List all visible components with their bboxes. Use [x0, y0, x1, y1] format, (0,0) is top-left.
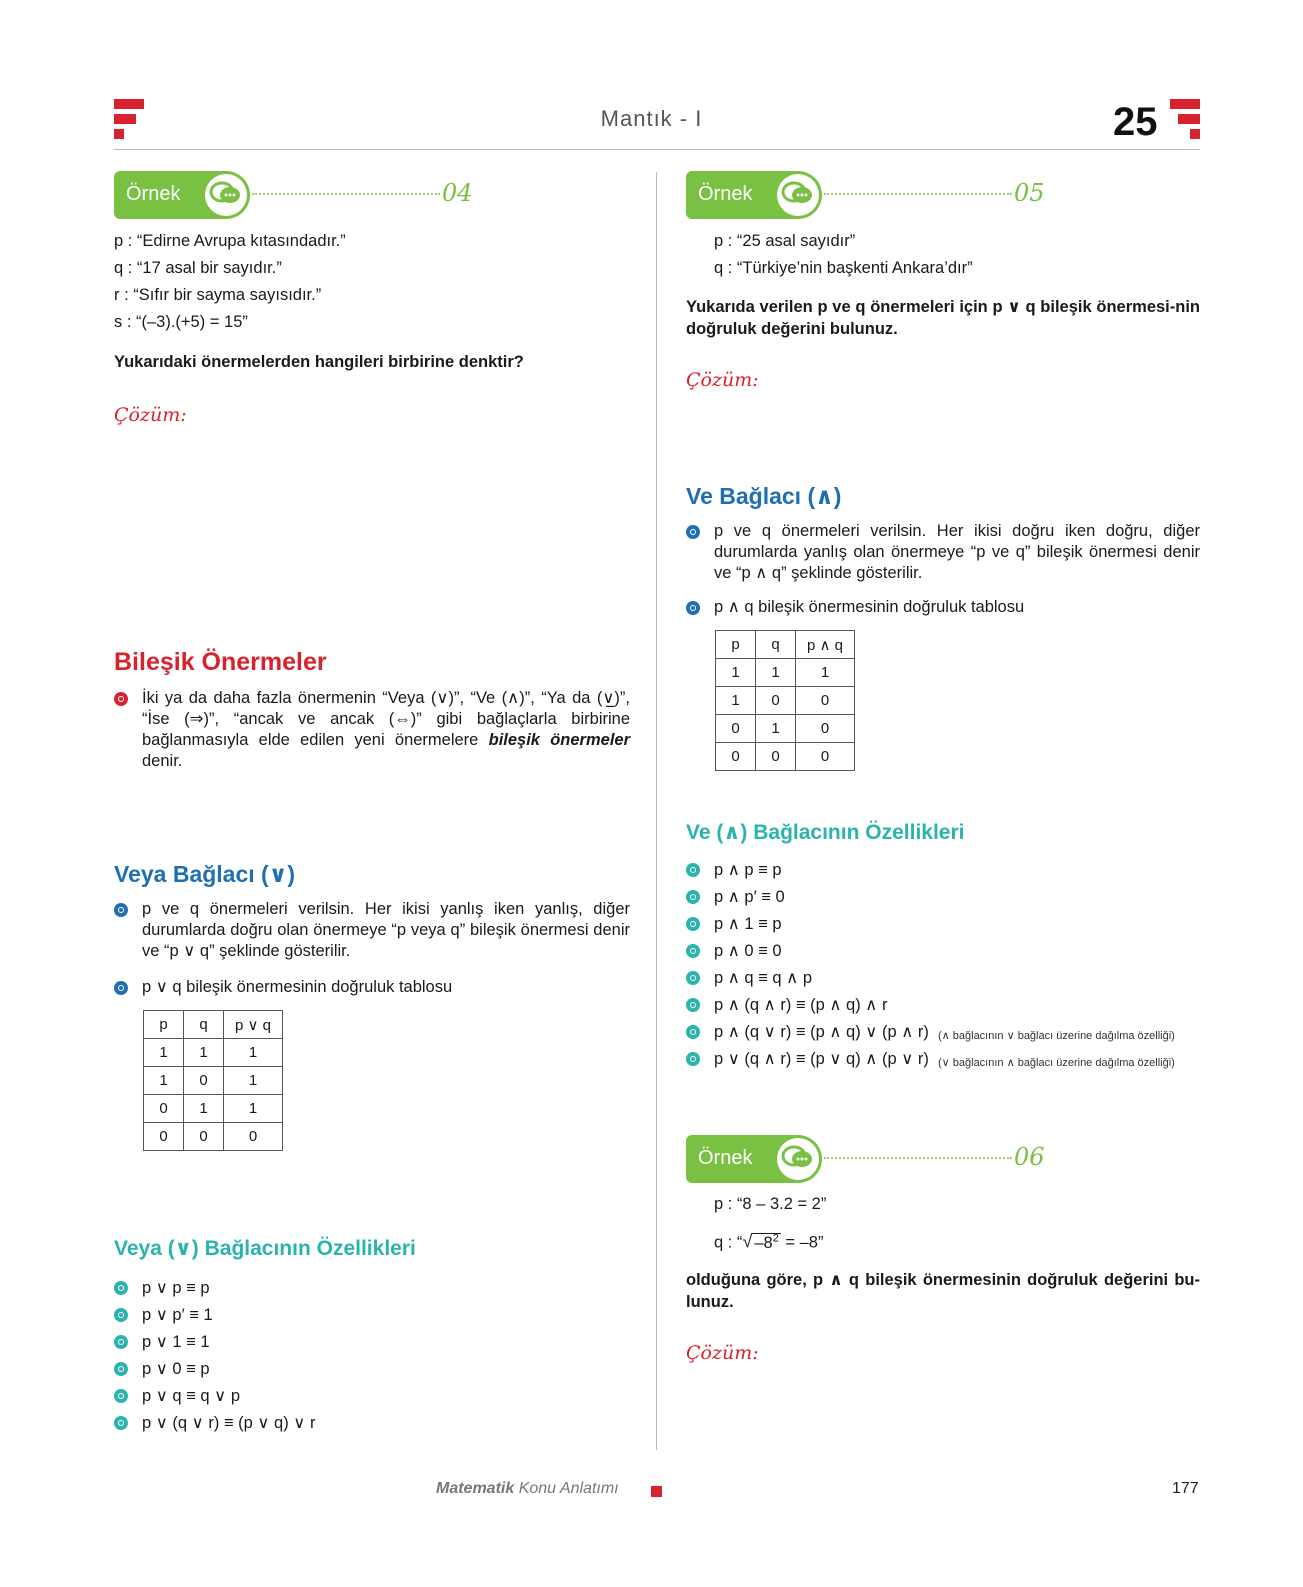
- table-row: [716, 715, 855, 743]
- compound-definition: İki ya da daha fazla önermenin “Veya (∨)”, “Ve (∧)”, “Ya da (∨̲)”, “İse (⇒)”, “ancak ve ancak (⇔)” gibi bağlaçlarla birbirine bağlanmasıyla elde edilen yeni önermelere bileşik önermeler denir.: [142, 689, 631, 770]
- table-header-row: [144, 1011, 283, 1039]
- table-cell: 0: [796, 743, 855, 771]
- table-cell: 1: [756, 659, 796, 687]
- and-property: p ∧ 1 ≡ p: [714, 915, 782, 933]
- table-cell: 0: [756, 687, 796, 715]
- bullet-icon: [686, 525, 700, 539]
- premise-list: [714, 228, 973, 282]
- page-number: 177: [1172, 1480, 1199, 1497]
- premise-q: q : “17 asal bir sayıdır.”: [114, 259, 282, 277]
- example-badge-05: [686, 171, 1046, 219]
- and-property: p ∧ (q ∧ r) ≡ (p ∧ q) ∧ r: [714, 996, 888, 1014]
- table-cell: 0: [716, 715, 756, 743]
- bullet-icon: [686, 890, 700, 904]
- bullet-icon: [686, 998, 700, 1012]
- and-truth-table: [715, 630, 855, 771]
- example-badge-04: [114, 171, 474, 219]
- section-heading-and-properties: Ve (∧) Bağlacının Özellikleri: [686, 821, 965, 844]
- table-cell: 1: [224, 1067, 283, 1095]
- bullet-icon: [114, 692, 128, 706]
- table-cell: 0: [224, 1123, 283, 1151]
- table-cell: 0: [756, 743, 796, 771]
- table-row: [144, 1123, 283, 1151]
- or-truth-table: [143, 1010, 283, 1151]
- premise-p: p : “8 – 3.2 = 2”: [714, 1195, 827, 1213]
- sqrt-icon: √: [742, 1231, 753, 1252]
- distributive-note: (∧ bağlacının ∨ bağlacı üzerine dağılma özelliği): [938, 1030, 1175, 1042]
- brand-logo-right: [1170, 99, 1200, 139]
- table-header: p ∨ q: [224, 1011, 283, 1039]
- table-cell: 0: [144, 1123, 184, 1151]
- column-divider: [656, 172, 657, 1450]
- bullet-icon: [686, 863, 700, 877]
- premise-r: r : “Sıfır bir sayma sayısıdır.”: [114, 286, 322, 304]
- table-cell: 0: [184, 1067, 224, 1095]
- example-number: 06: [1014, 1143, 1045, 1171]
- bullet-icon: [114, 1416, 128, 1430]
- table-cell: 0: [184, 1123, 224, 1151]
- header-rule: [114, 149, 1200, 150]
- solution-label: Çözüm:: [114, 404, 187, 426]
- table-header: p: [144, 1011, 184, 1039]
- footer-square-icon: [651, 1486, 662, 1497]
- section-heading-or-properties: Veya (∨) Bağlacının Özellikleri: [114, 1237, 416, 1260]
- and-property: p ∨ (q ∧ r) ≡ (p ∨ q) ∧ (p ∨ r): [714, 1050, 929, 1068]
- table-row: [716, 687, 855, 715]
- premise-list: [114, 228, 346, 336]
- speech-bubble-icon: [777, 1138, 819, 1180]
- solution-label: Çözüm:: [686, 1342, 759, 1364]
- bullet-icon: [686, 971, 700, 985]
- bullet-icon: [114, 1308, 128, 1322]
- bullet-icon: [114, 903, 128, 917]
- distributive-note: (∨ bağlacının ∧ bağlacı üzerine dağılma özelliği): [938, 1057, 1175, 1069]
- solution-label: Çözüm:: [686, 369, 759, 391]
- and-property: p ∧ 0 ≡ 0: [714, 942, 782, 960]
- table-cell: 0: [716, 743, 756, 771]
- bullet-icon: [686, 1025, 700, 1039]
- premise-q: q : “√ $-8^2 = -8$”: [714, 1231, 824, 1252]
- table-cell: 0: [796, 715, 855, 743]
- premise-q: q : “Türkiye’nin başkenti Ankara’dır”: [714, 259, 973, 277]
- table-header: q: [184, 1011, 224, 1039]
- example-badge-06: [686, 1135, 1046, 1183]
- table-cell: 1: [224, 1095, 283, 1123]
- radicand: $-8^2$: [754, 1232, 779, 1252]
- table-cell: 1: [184, 1039, 224, 1067]
- or-property: p ∨ q ≡ q ∨ p: [142, 1387, 240, 1405]
- example-label: Örnek: [698, 183, 753, 205]
- table-row: [716, 743, 855, 771]
- or-property: p ∨ 1 ≡ 1: [142, 1333, 210, 1351]
- table-row: [144, 1067, 283, 1095]
- example-question: Yukarıdaki önermelerden hangileri birbirine denktir?: [114, 353, 524, 371]
- or-table-caption: p ∨ q bileşik önermesinin doğruluk tablosu: [142, 978, 453, 996]
- section-heading-compound: Bileşik Önermeler: [114, 648, 327, 676]
- bullet-icon: [686, 601, 700, 615]
- example-label: Örnek: [126, 183, 181, 205]
- or-property: p ∨ 0 ≡ p: [142, 1360, 210, 1378]
- footer-book-title: Matematik Konu Anlatımı: [436, 1480, 619, 1497]
- premise-p: p : “Edirne Avrupa kıtasındadır.”: [114, 232, 346, 250]
- table-cell: 1: [796, 659, 855, 687]
- table-cell: 0: [796, 687, 855, 715]
- example-label: Örnek: [698, 1147, 753, 1169]
- or-property: p ∨ p ≡ p: [142, 1279, 210, 1297]
- bullet-icon: [114, 1389, 128, 1403]
- table-header: p: [716, 631, 756, 659]
- table-header: p ∧ q: [796, 631, 855, 659]
- bullet-icon: [114, 1281, 128, 1295]
- table-row: [716, 659, 855, 687]
- and-table-caption: p ∧ q bileşik önermesinin doğruluk tablosu: [714, 598, 1025, 616]
- bullet-icon: [114, 1335, 128, 1349]
- bullet-icon: [686, 1052, 700, 1066]
- example-question: Yukarıda verilen p ve q önermeleri için p ∨ q bileşik önermesi-nin doğruluk değerini bulunuz.: [686, 298, 1200, 338]
- and-property: p ∧ p′ ≡ 0: [714, 888, 785, 906]
- and-property: p ∧ (q ∨ r) ≡ (p ∧ q) ∨ (p ∧ r): [714, 1023, 929, 1041]
- premise-p: p : “25 asal sayıdır”: [714, 232, 856, 250]
- chapter-title: Mantık - I: [600, 106, 703, 131]
- and-property: p ∧ p ≡ p: [714, 861, 782, 879]
- example-number: 05: [1014, 179, 1045, 207]
- table-row: [144, 1095, 283, 1123]
- bullet-icon: [114, 981, 128, 995]
- bullet-icon: [686, 944, 700, 958]
- example-number: 04: [442, 179, 473, 207]
- table-cell: 1: [184, 1095, 224, 1123]
- premise-s: s : “(–3).(+5) = 15”: [114, 313, 248, 331]
- example-question: olduğuna göre, p ∧ q bileşik önermesinin doğruluk değerini bu-lunuz.: [686, 1271, 1200, 1311]
- emphasis-term: bileşik önermeler: [488, 731, 631, 749]
- section-heading-or: Veya Bağlacı (∨): [114, 861, 296, 887]
- speech-bubble-icon: [777, 174, 819, 216]
- or-property: p ∨ (q ∨ r) ≡ (p ∨ q) ∨ r: [142, 1414, 316, 1432]
- or-property: p ∨ p′ ≡ 1: [142, 1306, 213, 1324]
- and-definition: p ve q önermeleri verilsin. Her ikisi doğru iken doğru, diğer durumlarda yanlış olan önermeye “p ve q” bileşik önermesi denir ve “p ∧ q” şeklinde gösterilir.: [714, 522, 1200, 582]
- table-cell: 1: [144, 1039, 184, 1067]
- table-cell: 1: [716, 687, 756, 715]
- table-cell: 1: [224, 1039, 283, 1067]
- table-cell: 1: [716, 659, 756, 687]
- table-cell: 1: [144, 1067, 184, 1095]
- table-header: q: [756, 631, 796, 659]
- and-property: p ∧ q ≡ q ∧ p: [714, 969, 812, 987]
- bullet-icon: [686, 917, 700, 931]
- speech-bubble-icon: [205, 174, 247, 216]
- chapter-number: 25: [1113, 100, 1158, 144]
- bullet-icon: [114, 1362, 128, 1376]
- table-header-row: [716, 631, 855, 659]
- table-row: [144, 1039, 283, 1067]
- section-heading-and: Ve Bağlacı (∧): [686, 483, 842, 509]
- table-cell: 1: [756, 715, 796, 743]
- table-cell: 0: [144, 1095, 184, 1123]
- or-definition: p ve q önermeleri verilsin. Her ikisi yanlış iken yanlış, diğer durumlarda doğru olan önermeye “p veya q” bileşik önermesi denir ve “p ∨ q” şeklinde gösterilir.: [142, 900, 630, 960]
